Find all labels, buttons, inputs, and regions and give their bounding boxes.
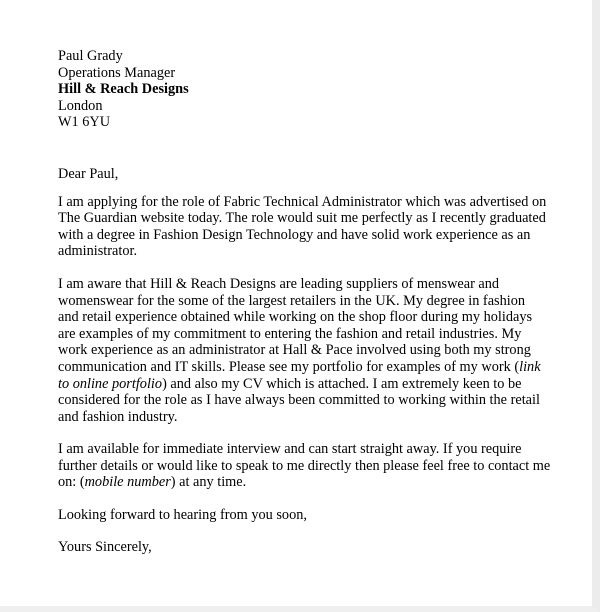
paragraph-line: work experience as an administrator at Hall & Pace involved using both my strong: [58, 342, 531, 359]
recipient-title: Operations Manager: [58, 64, 176, 81]
paragraph-line: are examples of my commitment to entering the fashion and retail industries. My: [58, 325, 522, 342]
paragraph-line: I am available for immediate interview and can start straight away. If you require: [58, 441, 522, 458]
closing-line: Looking forward to hearing from you soon,: [58, 507, 307, 524]
paragraph-line: [58, 376, 564, 393]
mobile-number-placeholder: mobile number: [84, 474, 171, 491]
paragraph-text: ) and also my CV which is attached. I am extremely keen to be: [162, 375, 522, 392]
paragraph-line: with a degree in Fashion Design Technology and have solid work experience as an: [58, 226, 531, 243]
paragraph-line: [58, 474, 564, 491]
paragraph-line: and retail experience obtained while working on the shop floor during my holidays: [58, 309, 533, 326]
paragraph-line: I am applying for the role of Fabric Technical Administrator which was advertised on: [58, 193, 547, 210]
portfolio-placeholder-end: to online portfolio: [58, 375, 163, 392]
recipient-postcode: W1 6YU: [58, 114, 111, 131]
portfolio-placeholder-start: link: [519, 358, 541, 375]
paragraph-text: ) at any time.: [170, 474, 247, 491]
salutation: Dear Paul,: [58, 165, 119, 182]
recipient-address: [58, 48, 564, 131]
paragraph-line: further details or would like to speak to me directly then please feel free to contact me: [58, 457, 551, 474]
paragraph-line: womenswear for the some of the largest retailers in the UK. My degree in fashion: [58, 292, 526, 309]
paragraph-availability: [58, 441, 564, 491]
paragraph-line: administrator.: [58, 243, 138, 260]
paragraph-line: [58, 359, 564, 376]
recipient-company: Hill & Reach Designs: [58, 81, 189, 98]
paragraph-line: I am aware that Hill & Reach Designs are leading suppliers of menswear and: [58, 275, 500, 292]
recipient-city: London: [58, 97, 103, 114]
paragraph-line: and fashion industry.: [58, 408, 178, 425]
paragraph-text: communication and IT skills. Please see my portfolio for examples of my work (: [58, 358, 520, 375]
recipient-name: Paul Grady: [58, 48, 123, 64]
paragraph-line: considered for the role as I have always been committed to working within the retail: [58, 392, 540, 409]
letter-body: [58, 48, 564, 555]
paragraph-line: The Guardian website today. The role would suit me perfectly as I recently graduated: [58, 210, 546, 227]
sign-off: Yours Sincerely,: [58, 538, 152, 555]
paragraph-text: on: (: [58, 474, 85, 491]
paragraph-experience: [58, 276, 564, 425]
paragraph-application: [58, 194, 564, 260]
